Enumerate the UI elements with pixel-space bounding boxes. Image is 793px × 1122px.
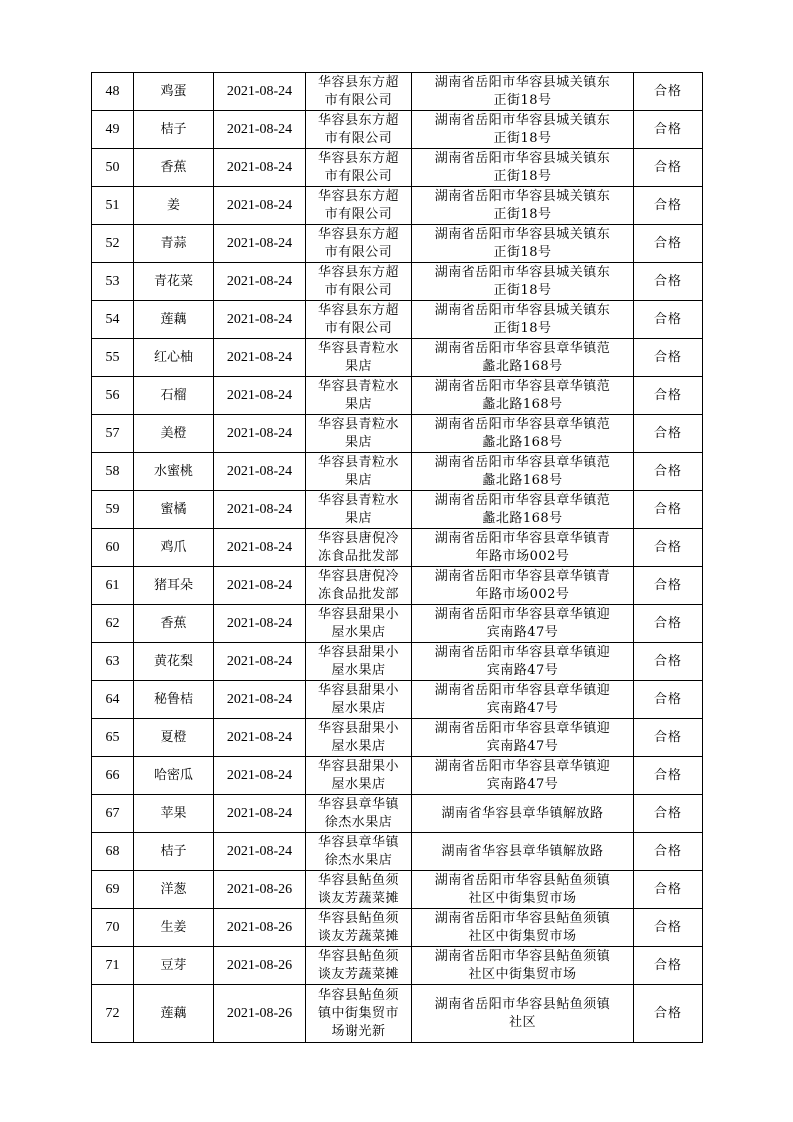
row-number-cell: 59 [92, 491, 134, 529]
store-name-line: 谈友芳蔬菜摊 [317, 966, 399, 982]
store-address-cell [412, 795, 634, 833]
table-row [92, 225, 703, 263]
table-row [92, 757, 703, 795]
table-row [92, 605, 703, 643]
store-name-line: 华容县青粒水 [317, 492, 399, 508]
result-cell: 合格 [634, 719, 703, 757]
table-row [92, 339, 703, 377]
store-address-line: 湖南省岳阳市华容县城关镇东 [434, 150, 611, 166]
store-address-cell [412, 643, 634, 681]
store-name-cell [306, 833, 412, 871]
store-address-line: 正街18号 [493, 168, 552, 184]
table-row [92, 301, 703, 339]
store-name-cell [306, 795, 412, 833]
table-body [92, 73, 703, 1043]
row-number-cell: 49 [92, 111, 134, 149]
store-address-line: 湖南省岳阳市华容县章华镇范 [434, 416, 611, 432]
store-address-cell [412, 529, 634, 567]
row-number-cell: 58 [92, 453, 134, 491]
table-row [92, 73, 703, 111]
store-name-line: 谈友芳蔬菜摊 [317, 890, 399, 906]
result-cell: 合格 [634, 149, 703, 187]
row-number-cell: 72 [92, 985, 134, 1043]
store-name-line: 屋水果店 [331, 662, 386, 678]
product-name-cell: 黄花梨 [134, 643, 214, 681]
store-address-cell [412, 111, 634, 149]
store-name-line: 华容县章华镇 [317, 834, 399, 850]
store-name-line: 华容县东方超 [317, 188, 399, 204]
row-number-cell: 57 [92, 415, 134, 453]
result-cell: 合格 [634, 491, 703, 529]
result-cell: 合格 [634, 643, 703, 681]
store-address-line: 年路市场002号 [475, 548, 570, 564]
store-address-line: 湖南省岳阳市华容县城关镇东 [434, 74, 611, 90]
product-name-cell: 生姜 [134, 909, 214, 947]
store-address-line: 湖南省华容县章华镇解放路 [441, 805, 604, 821]
table-row [92, 187, 703, 225]
product-name-cell: 青蒜 [134, 225, 214, 263]
store-address-cell [412, 833, 634, 871]
sampling-date-cell: 2021-08-24 [214, 529, 306, 567]
store-address-line: 社区中街集贸市场 [468, 966, 577, 982]
table-row [92, 795, 703, 833]
store-name-line: 徐杰水果店 [324, 852, 393, 868]
row-number-cell: 61 [92, 567, 134, 605]
product-name-cell: 夏橙 [134, 719, 214, 757]
store-name-line: 市有限公司 [324, 320, 393, 336]
store-address-line: 正街18号 [493, 244, 552, 260]
result-cell: 合格 [634, 529, 703, 567]
store-address-line: 正街18号 [493, 206, 552, 222]
product-name-cell: 香蕉 [134, 605, 214, 643]
store-address-cell [412, 263, 634, 301]
store-address-line: 湖南省岳阳市华容县城关镇东 [434, 226, 611, 242]
row-number-cell: 66 [92, 757, 134, 795]
result-cell: 合格 [634, 909, 703, 947]
store-address-line: 湖南省岳阳市华容县鲇鱼须镇 [434, 910, 611, 926]
row-number-cell: 55 [92, 339, 134, 377]
store-name-line: 华容县青粒水 [317, 416, 399, 432]
store-address-line: 湖南省岳阳市华容县城关镇东 [434, 302, 611, 318]
store-address-line: 湖南省岳阳市华容县城关镇东 [434, 112, 611, 128]
result-cell: 合格 [634, 263, 703, 301]
store-name-line: 华容县甜果小 [317, 682, 399, 698]
table-row [92, 377, 703, 415]
store-name-cell [306, 453, 412, 491]
store-name-line: 华容县鲇鱼须 [317, 987, 399, 1003]
store-name-cell [306, 985, 412, 1043]
result-cell: 合格 [634, 833, 703, 871]
store-address-cell [412, 149, 634, 187]
store-address-line: 湖南省岳阳市华容县章华镇范 [434, 340, 611, 356]
store-name-line: 华容县唐倪冷 [317, 530, 399, 546]
store-address-line: 宾南路47号 [486, 700, 559, 716]
store-name-line: 华容县唐倪冷 [317, 568, 399, 584]
table-row [92, 111, 703, 149]
store-name-line: 华容县甜果小 [317, 644, 399, 660]
row-number-cell: 62 [92, 605, 134, 643]
store-address-cell [412, 947, 634, 985]
store-name-cell [306, 643, 412, 681]
row-number-cell: 48 [92, 73, 134, 111]
result-cell: 合格 [634, 947, 703, 985]
sampling-date-cell: 2021-08-24 [214, 149, 306, 187]
store-address-line: 湖南省岳阳市华容县城关镇东 [434, 264, 611, 280]
sampling-date-cell: 2021-08-24 [214, 301, 306, 339]
row-number-cell: 54 [92, 301, 134, 339]
result-cell: 合格 [634, 111, 703, 149]
store-name-cell [306, 871, 412, 909]
store-address-line: 湖南省岳阳市华容县鲇鱼须镇 [434, 872, 611, 888]
store-address-cell [412, 871, 634, 909]
store-name-line: 华容县甜果小 [317, 606, 399, 622]
store-address-cell [412, 377, 634, 415]
store-address-cell [412, 453, 634, 491]
sampling-date-cell: 2021-08-26 [214, 985, 306, 1043]
store-name-line: 冻食品批发部 [317, 548, 399, 564]
store-address-line: 湖南省岳阳市华容县章华镇范 [434, 378, 611, 394]
sampling-date-cell: 2021-08-24 [214, 795, 306, 833]
product-name-cell: 桔子 [134, 111, 214, 149]
store-name-cell [306, 719, 412, 757]
store-address-line: 湖南省岳阳市华容县章华镇迎 [434, 644, 611, 660]
sampling-date-cell: 2021-08-24 [214, 605, 306, 643]
store-address-line: 正街18号 [493, 92, 552, 108]
result-cell: 合格 [634, 453, 703, 491]
product-name-cell: 苹果 [134, 795, 214, 833]
store-name-line: 屋水果店 [331, 624, 386, 640]
store-name-line: 果店 [344, 358, 372, 374]
store-name-line: 市有限公司 [324, 168, 393, 184]
store-name-line: 华容县鲇鱼须 [317, 910, 399, 926]
store-name-line: 果店 [344, 510, 372, 526]
store-name-line: 市有限公司 [324, 92, 393, 108]
row-number-cell: 52 [92, 225, 134, 263]
product-name-cell: 鸡爪 [134, 529, 214, 567]
store-name-line: 市有限公司 [324, 206, 393, 222]
store-address-cell [412, 757, 634, 795]
result-cell: 合格 [634, 567, 703, 605]
result-cell: 合格 [634, 225, 703, 263]
row-number-cell: 69 [92, 871, 134, 909]
store-address-line: 湖南省岳阳市华容县章华镇迎 [434, 682, 611, 698]
store-name-line: 屋水果店 [331, 776, 386, 792]
sampling-date-cell: 2021-08-24 [214, 415, 306, 453]
table-row [92, 833, 703, 871]
store-name-line: 谈友芳蔬菜摊 [317, 928, 399, 944]
row-number-cell: 60 [92, 529, 134, 567]
store-address-line: 蠡北路168号 [482, 434, 563, 450]
row-number-cell: 51 [92, 187, 134, 225]
result-cell: 合格 [634, 681, 703, 719]
product-name-cell: 红心柚 [134, 339, 214, 377]
store-name-cell [306, 567, 412, 605]
store-address-line: 宾南路47号 [486, 624, 559, 640]
store-name-line: 华容县章华镇 [317, 796, 399, 812]
store-address-line: 湖南省华容县章华镇解放路 [441, 843, 604, 859]
row-number-cell: 53 [92, 263, 134, 301]
store-address-line: 正街18号 [493, 130, 552, 146]
store-address-cell [412, 719, 634, 757]
result-cell: 合格 [634, 795, 703, 833]
sampling-date-cell: 2021-08-24 [214, 719, 306, 757]
row-number-cell: 67 [92, 795, 134, 833]
sampling-date-cell: 2021-08-24 [214, 377, 306, 415]
sampling-date-cell: 2021-08-24 [214, 225, 306, 263]
store-name-line: 华容县鲇鱼须 [317, 948, 399, 964]
store-name-line: 屋水果店 [331, 738, 386, 754]
sampling-date-cell: 2021-08-24 [214, 339, 306, 377]
row-number-cell: 70 [92, 909, 134, 947]
sampling-date-cell: 2021-08-24 [214, 757, 306, 795]
table-row [92, 681, 703, 719]
store-name-cell [306, 377, 412, 415]
sampling-date-cell: 2021-08-24 [214, 567, 306, 605]
result-cell: 合格 [634, 871, 703, 909]
store-name-line: 华容县甜果小 [317, 720, 399, 736]
table-row [92, 719, 703, 757]
store-address-line: 蠡北路168号 [482, 472, 563, 488]
store-name-cell [306, 263, 412, 301]
store-name-cell [306, 111, 412, 149]
store-name-line: 徐杰水果店 [324, 814, 393, 830]
sampling-date-cell: 2021-08-24 [214, 73, 306, 111]
result-cell: 合格 [634, 339, 703, 377]
product-name-cell: 洋葱 [134, 871, 214, 909]
store-name-line: 华容县东方超 [317, 150, 399, 166]
product-name-cell: 豆芽 [134, 947, 214, 985]
result-cell: 合格 [634, 73, 703, 111]
store-address-line: 正街18号 [493, 320, 552, 336]
table-row [92, 567, 703, 605]
store-address-line: 蠡北路168号 [482, 358, 563, 374]
product-name-cell: 美橙 [134, 415, 214, 453]
result-cell: 合格 [634, 757, 703, 795]
store-address-line: 湖南省岳阳市华容县章华镇范 [434, 492, 611, 508]
store-address-cell [412, 567, 634, 605]
store-name-line: 镇中街集贸市 [317, 1005, 399, 1021]
store-name-cell [306, 415, 412, 453]
product-name-cell: 姜 [134, 187, 214, 225]
store-address-cell [412, 187, 634, 225]
store-name-line: 华容县东方超 [317, 264, 399, 280]
row-number-cell: 71 [92, 947, 134, 985]
store-name-line: 冻食品批发部 [317, 586, 399, 602]
store-address-cell [412, 909, 634, 947]
store-name-line: 果店 [344, 472, 372, 488]
table-row [92, 947, 703, 985]
sampling-date-cell: 2021-08-24 [214, 187, 306, 225]
store-address-line: 宾南路47号 [486, 776, 559, 792]
store-name-cell [306, 681, 412, 719]
store-name-cell [306, 947, 412, 985]
table-row [92, 909, 703, 947]
store-name-cell [306, 529, 412, 567]
sampling-date-cell: 2021-08-26 [214, 947, 306, 985]
product-name-cell: 秘鲁桔 [134, 681, 214, 719]
sampling-date-cell: 2021-08-24 [214, 833, 306, 871]
result-cell: 合格 [634, 605, 703, 643]
product-name-cell: 莲藕 [134, 985, 214, 1043]
store-name-cell [306, 187, 412, 225]
store-name-cell [306, 149, 412, 187]
store-address-cell [412, 985, 634, 1043]
store-address-line: 宾南路47号 [486, 738, 559, 754]
store-name-line: 市有限公司 [324, 244, 393, 260]
store-address-line: 湖南省岳阳市华容县城关镇东 [434, 188, 611, 204]
store-address-line: 正街18号 [493, 282, 552, 298]
store-address-line: 宾南路47号 [486, 662, 559, 678]
store-name-cell [306, 605, 412, 643]
store-address-line: 社区 [508, 1014, 536, 1030]
store-name-cell [306, 301, 412, 339]
result-cell: 合格 [634, 415, 703, 453]
table-row [92, 263, 703, 301]
store-address-line: 湖南省岳阳市华容县章华镇青 [434, 530, 611, 546]
store-name-line: 屋水果店 [331, 700, 386, 716]
result-cell: 合格 [634, 301, 703, 339]
row-number-cell: 64 [92, 681, 134, 719]
store-address-cell [412, 491, 634, 529]
store-name-line: 市有限公司 [324, 130, 393, 146]
sampling-date-cell: 2021-08-24 [214, 681, 306, 719]
table-row [92, 529, 703, 567]
store-name-line: 华容县青粒水 [317, 454, 399, 470]
product-name-cell: 猪耳朵 [134, 567, 214, 605]
store-name-line: 果店 [344, 434, 372, 450]
store-name-line: 华容县青粒水 [317, 378, 399, 394]
store-address-line: 社区中街集贸市场 [468, 928, 577, 944]
store-address-cell [412, 339, 634, 377]
sampling-date-cell: 2021-08-24 [214, 111, 306, 149]
store-address-cell [412, 415, 634, 453]
row-number-cell: 50 [92, 149, 134, 187]
sampling-date-cell: 2021-08-24 [214, 453, 306, 491]
table-row [92, 871, 703, 909]
row-number-cell: 63 [92, 643, 134, 681]
store-name-line: 华容县青粒水 [317, 340, 399, 356]
store-address-line: 湖南省岳阳市华容县鲇鱼须镇 [434, 996, 611, 1012]
sampling-date-cell: 2021-08-24 [214, 643, 306, 681]
product-name-cell: 蜜橘 [134, 491, 214, 529]
store-address-cell [412, 681, 634, 719]
product-name-cell: 哈密瓜 [134, 757, 214, 795]
table-row [92, 491, 703, 529]
store-address-line: 蠡北路168号 [482, 510, 563, 526]
store-address-line: 湖南省岳阳市华容县章华镇范 [434, 454, 611, 470]
store-name-line: 果店 [344, 396, 372, 412]
store-address-line: 湖南省岳阳市华容县鲇鱼须镇 [434, 948, 611, 964]
store-address-line: 湖南省岳阳市华容县章华镇迎 [434, 720, 611, 736]
store-address-cell [412, 301, 634, 339]
product-name-cell: 青花菜 [134, 263, 214, 301]
table-row [92, 643, 703, 681]
store-name-cell [306, 225, 412, 263]
store-address-line: 湖南省岳阳市华容县章华镇青 [434, 568, 611, 584]
row-number-cell: 68 [92, 833, 134, 871]
product-name-cell: 水蜜桃 [134, 453, 214, 491]
store-address-cell [412, 225, 634, 263]
store-name-cell [306, 491, 412, 529]
row-number-cell: 65 [92, 719, 134, 757]
sampling-date-cell: 2021-08-24 [214, 491, 306, 529]
result-cell: 合格 [634, 377, 703, 415]
store-name-line: 华容县东方超 [317, 112, 399, 128]
product-name-cell: 莲藕 [134, 301, 214, 339]
store-address-line: 社区中街集贸市场 [468, 890, 577, 906]
store-name-cell [306, 339, 412, 377]
store-address-line: 年路市场002号 [475, 586, 570, 602]
store-name-line: 场谢光新 [331, 1023, 386, 1039]
product-name-cell: 香蕉 [134, 149, 214, 187]
store-name-cell [306, 73, 412, 111]
store-name-line: 华容县甜果小 [317, 758, 399, 774]
store-name-line: 市有限公司 [324, 282, 393, 298]
store-address-cell [412, 605, 634, 643]
result-cell: 合格 [634, 985, 703, 1043]
table-row [92, 985, 703, 1043]
sampling-date-cell: 2021-08-26 [214, 909, 306, 947]
inspection-results-table [91, 72, 703, 1043]
sampling-date-cell: 2021-08-26 [214, 871, 306, 909]
result-cell: 合格 [634, 187, 703, 225]
store-address-cell [412, 73, 634, 111]
table-row [92, 415, 703, 453]
product-name-cell: 鸡蛋 [134, 73, 214, 111]
product-name-cell: 石榴 [134, 377, 214, 415]
store-name-line: 华容县东方超 [317, 226, 399, 242]
store-address-line: 湖南省岳阳市华容县章华镇迎 [434, 758, 611, 774]
store-address-line: 湖南省岳阳市华容县章华镇迎 [434, 606, 611, 622]
sampling-date-cell: 2021-08-24 [214, 263, 306, 301]
store-name-cell [306, 909, 412, 947]
row-number-cell: 56 [92, 377, 134, 415]
table-row [92, 453, 703, 491]
product-name-cell: 桔子 [134, 833, 214, 871]
store-address-line: 蠡北路168号 [482, 396, 563, 412]
store-name-line: 华容县东方超 [317, 74, 399, 90]
store-name-line: 华容县东方超 [317, 302, 399, 318]
table-row [92, 149, 703, 187]
store-name-cell [306, 757, 412, 795]
store-name-line: 华容县鲇鱼须 [317, 872, 399, 888]
